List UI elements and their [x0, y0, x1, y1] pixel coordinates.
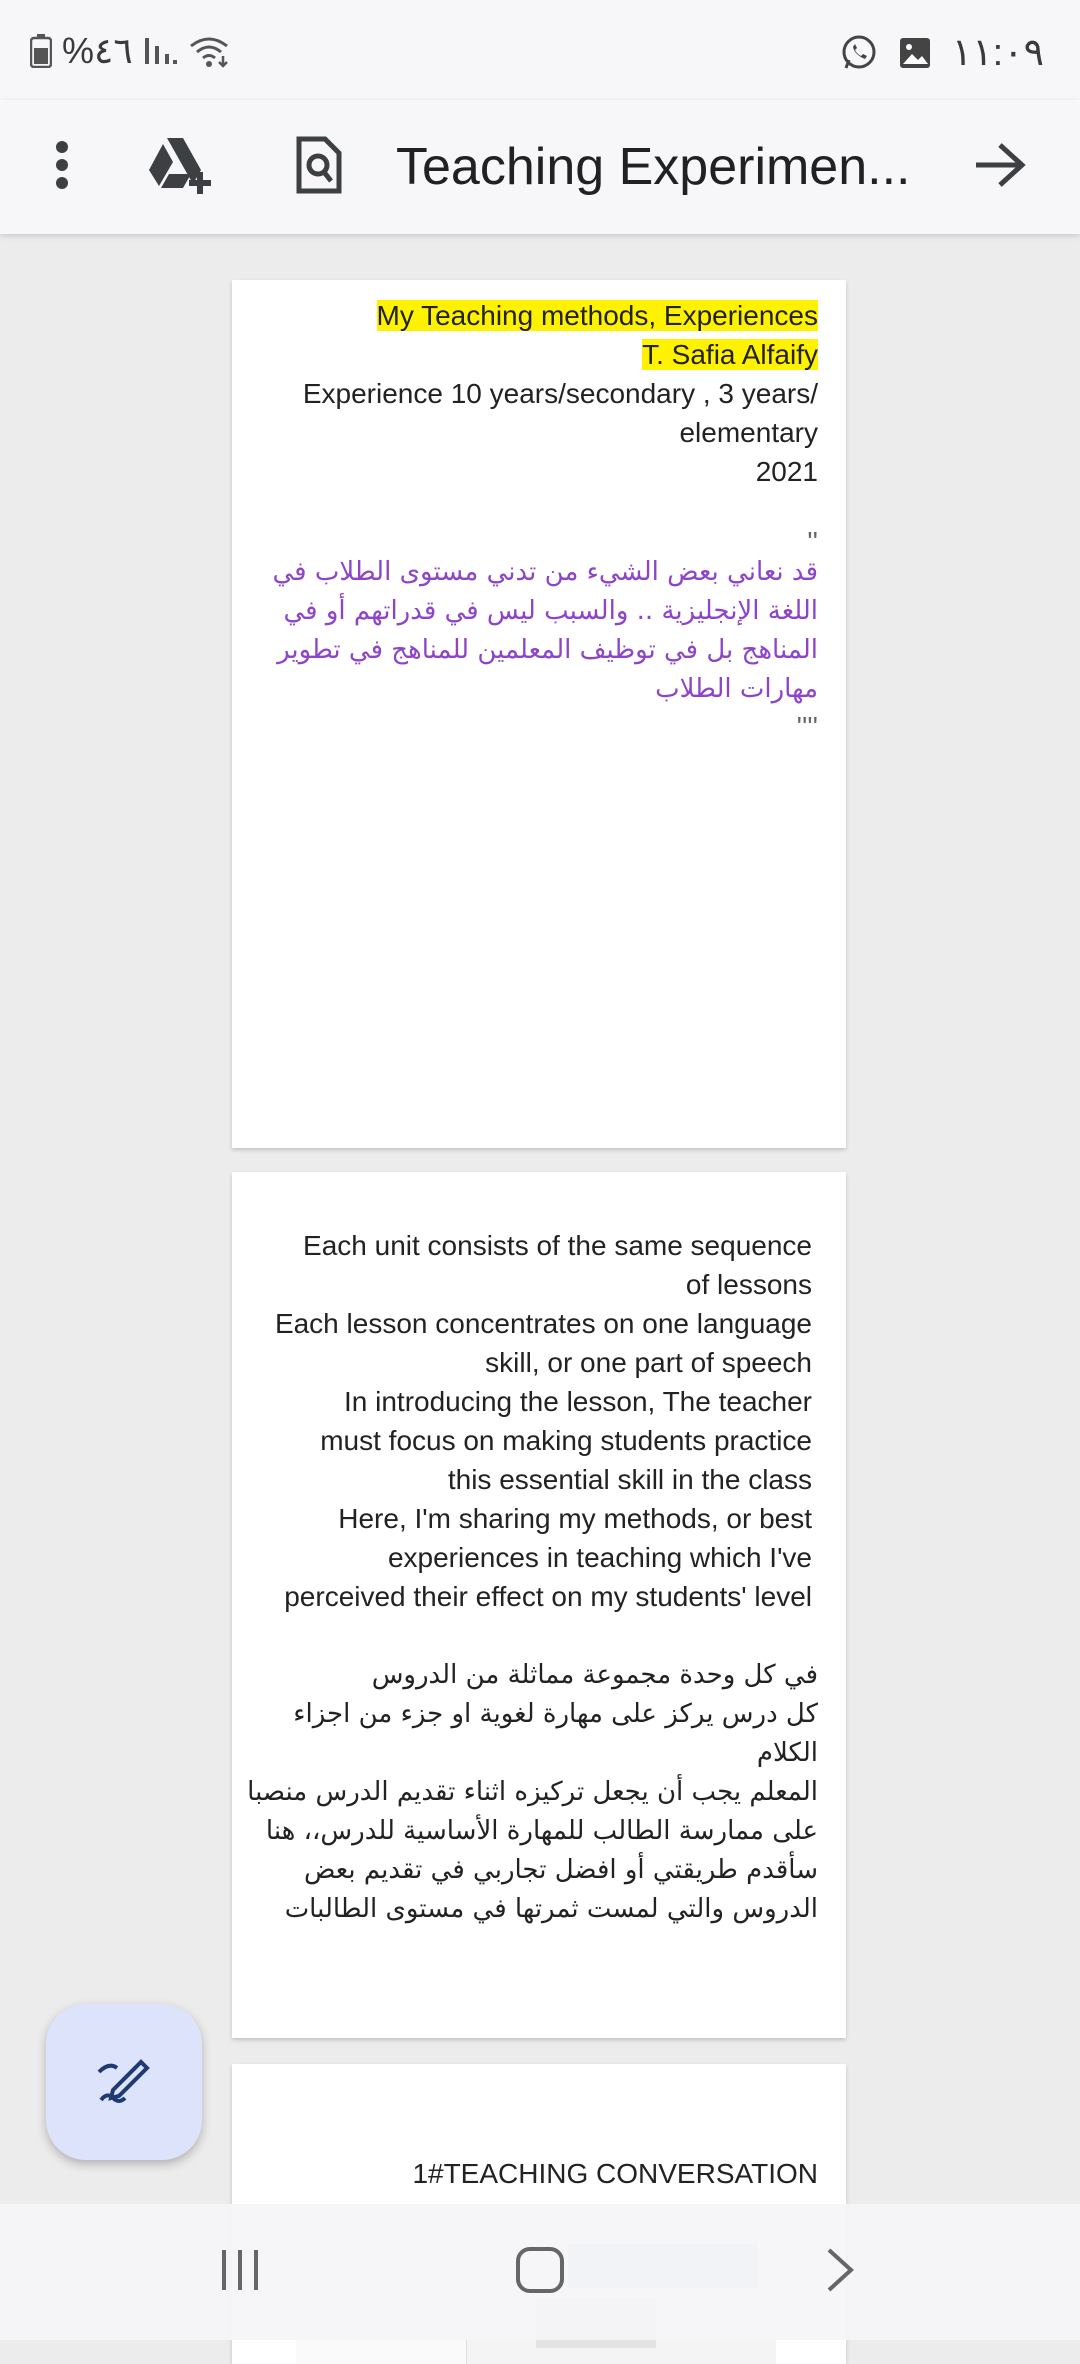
paragraph-line: Each unit consists of the same sequence: [303, 1230, 812, 1261]
home-icon: [514, 2245, 566, 2300]
arabic-line: على ممارسة الطالب للمهارة الأساسية للدرس،، هنا: [265, 1816, 818, 1846]
battery-percent: %٤٦: [62, 30, 133, 71]
paragraph-line: skill, or one part of speech: [485, 1347, 812, 1378]
paragraph-line: of lessons: [685, 1269, 812, 1300]
quote-line: المناهج بل في توظيف المعلمين للمناهج في تطوير: [277, 635, 818, 665]
find-in-page-icon: [293, 135, 343, 200]
arabic-line: في كل وحدة مجموعة مماثلة من الدروس: [371, 1660, 818, 1690]
page1-heading: My Teaching methods, Experiences: [376, 300, 818, 331]
add-to-drive-button[interactable]: [140, 100, 220, 234]
status-bar: [0, 0, 1080, 100]
paragraph-line: must focus on making students practice: [320, 1425, 812, 1456]
paragraph-line: perceived their effect on my students' level: [284, 1581, 812, 1612]
signal-icon: [143, 36, 177, 66]
status-left: [30, 30, 231, 72]
paragraph-line: this essential skill in the class: [447, 1464, 812, 1495]
document-title: Teaching Experimen...: [396, 138, 911, 196]
quote-line: اللغة الإنجليزية .. والسبب ليس في قدراتهم أو في: [283, 596, 818, 626]
paragraph-line: Each lesson concentrates on one language: [274, 1308, 812, 1339]
quote-open-mark: '': [807, 526, 818, 557]
drive-add-icon: [147, 136, 213, 199]
paragraph-line: experiences in teaching which I've: [387, 1542, 812, 1573]
arabic-line: الدروس والتي لمست ثمرتها في مستوى الطالبات: [284, 1894, 818, 1924]
find-in-page-button[interactable]: [278, 100, 358, 234]
whatsapp-icon: [840, 34, 878, 72]
arabic-line: كل درس يركز على مهارة لغوية او جزء من اجزاء الكلام: [293, 1699, 818, 1768]
page1-year: 2021: [755, 456, 818, 487]
arrow-forward-icon: [974, 141, 1026, 194]
edit-fab[interactable]: [46, 2004, 202, 2160]
quote-line: قد نعاني بعض الشيء من تدني مستوى الطلاب في: [272, 557, 818, 587]
more-options-button[interactable]: [20, 100, 104, 234]
arabic-line: سأقدم طريقتي أو افضل تجاربي في تقديم بعض: [303, 1855, 818, 1885]
app-bar: [0, 100, 1080, 234]
home-button[interactable]: [490, 2204, 590, 2340]
battery-icon: [30, 34, 52, 68]
quote-line: مهارات الطلاب: [655, 674, 818, 704]
wifi-icon: [187, 34, 231, 68]
chevron-right-icon: [825, 2246, 855, 2299]
recent-apps-icon: [218, 2248, 262, 2297]
paragraph-line: In introducing the lesson, The teacher: [343, 1386, 812, 1417]
section-heading: 1#TEACHING CONVERSATION: [412, 2158, 818, 2189]
clock: ١١:٠٩: [951, 32, 1044, 74]
document-page-2: [232, 1172, 846, 2038]
open-document-button[interactable]: [960, 100, 1040, 234]
gallery-icon: [898, 36, 932, 70]
page1-author: T. Safia Alfaify: [642, 339, 818, 370]
system-navigation-bar: [0, 2204, 1080, 2340]
back-button[interactable]: [790, 2204, 890, 2340]
status-right: [840, 30, 1044, 75]
arabic-line: المعلم يجب أن يجعل تركيزه اثناء تقديم الدرس منصبا: [247, 1777, 818, 1807]
page1-experience-line: elementary: [679, 417, 818, 448]
document-page-1: [232, 280, 846, 1148]
more-vert-icon: [54, 139, 70, 196]
quote-close-mark: '''': [796, 711, 818, 742]
paragraph-line: Here, I'm sharing my methods, or best: [338, 1503, 812, 1534]
page1-experience-line: Experience 10 years/secondary , 3 years/: [302, 378, 818, 409]
recent-apps-button[interactable]: [190, 2204, 290, 2340]
edit-icon: [95, 2054, 153, 2111]
